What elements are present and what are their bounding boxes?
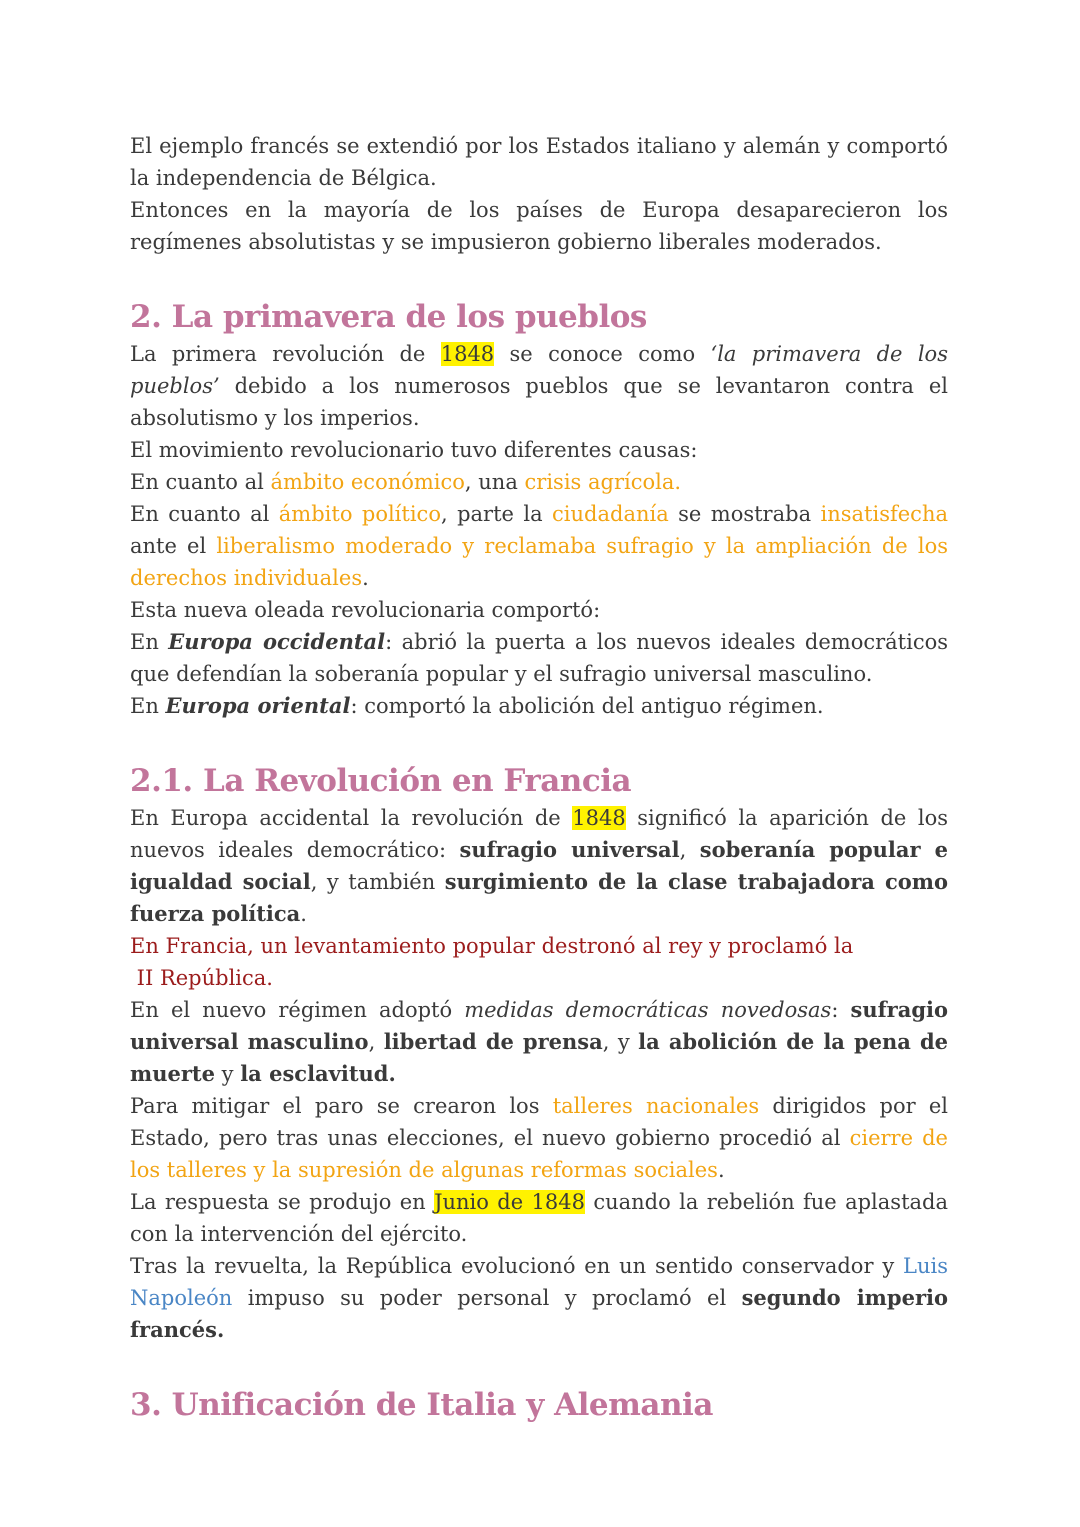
section-2-1-title: 2.1. La Revolución en Francia <box>130 763 632 799</box>
s2-paragraph-4: En cuanto al ámbito político, parte la ciudadanía se mostraba insatisfecha ante el liberalismo moderado y reclamaba sufragio y la ampliación de los derechos individuales. <box>130 502 948 590</box>
highlight-date: Junio de 1848 <box>434 1190 585 1214</box>
s21-paragraph-2-line-1: En Francia, un levantamiento popular destronó al rey y proclamó la <box>130 934 854 958</box>
highlight-year: 1848 <box>572 806 626 830</box>
s21-paragraph-5: La respuesta se produjo en Junio de 1848 cuando la rebelión fue aplastada con la intervención del ejército. <box>130 1190 948 1246</box>
document-page <box>130 130 948 1426</box>
s2-paragraph-3: En cuanto al ámbito económico, una crisis agrícola. <box>130 470 682 494</box>
s21-paragraph-3: En el nuevo régimen adoptó medidas democráticas novedosas: sufragio universal masculino, libertad de prensa, y la abolición de la pena de muerte y la esclavitud. <box>130 997 949 1086</box>
s2-paragraph-2: El movimiento revolucionario tuvo diferentes causas: <box>130 438 698 462</box>
section-2-title: 2. La primavera de los pueblos <box>130 299 647 335</box>
s2-paragraph-1: La primera revolución de 1848 se conoce como ‘la primavera de los pueblos’ debido a los numerosos pueblos que se levantaron contra el absolutismo y los imperios. <box>130 342 948 430</box>
s21-paragraph-2-line-2: II República. <box>130 966 273 990</box>
s21-paragraph-4: Para mitigar el paro se crearon los talleres nacionales dirigidos por el Estado, pero tras unas elecciones, el nuevo gobierno procedió al cierre de los talleres y la supresión de algunas reformas sociales. <box>130 1094 948 1182</box>
section-3-title: 3. Unificación de Italia y Alemania <box>130 1387 713 1423</box>
s21-paragraph-6: Tras la revuelta, la República evolucionó en un sentido conservador y Luis Napoleón impuso su poder personal y proclamó el segundo imperio francés. <box>130 1254 948 1342</box>
intro-paragraph-1: El ejemplo francés se extendió por los Estados italiano y alemán y comportó la independencia de Bélgica. <box>130 134 948 190</box>
s2-paragraph-5: Esta nueva oleada revolucionaria comportó: <box>130 598 601 622</box>
s2-paragraph-7: En Europa oriental: comportó la abolición del antiguo régimen. <box>130 693 824 718</box>
s21-paragraph-1: En Europa accidental la revolución de 1848 significó la aparición de los nuevos ideales democrático: sufragio universal, soberanía popular e igualdad social, y también surgimiento de la clase trabajadora como fuerza política. <box>130 806 949 926</box>
highlight-year: 1848 <box>440 342 495 366</box>
s2-paragraph-6: En Europa occidental: abrió la puerta a los nuevos ideales democráticos que defendían la soberanía popular y el sufragio universal masculino. <box>130 629 949 686</box>
intro-paragraph-2: Entonces en la mayoría de los países de Europa desaparecieron los regímenes absolutistas y se impusieron gobierno liberales moderados. <box>130 198 948 254</box>
